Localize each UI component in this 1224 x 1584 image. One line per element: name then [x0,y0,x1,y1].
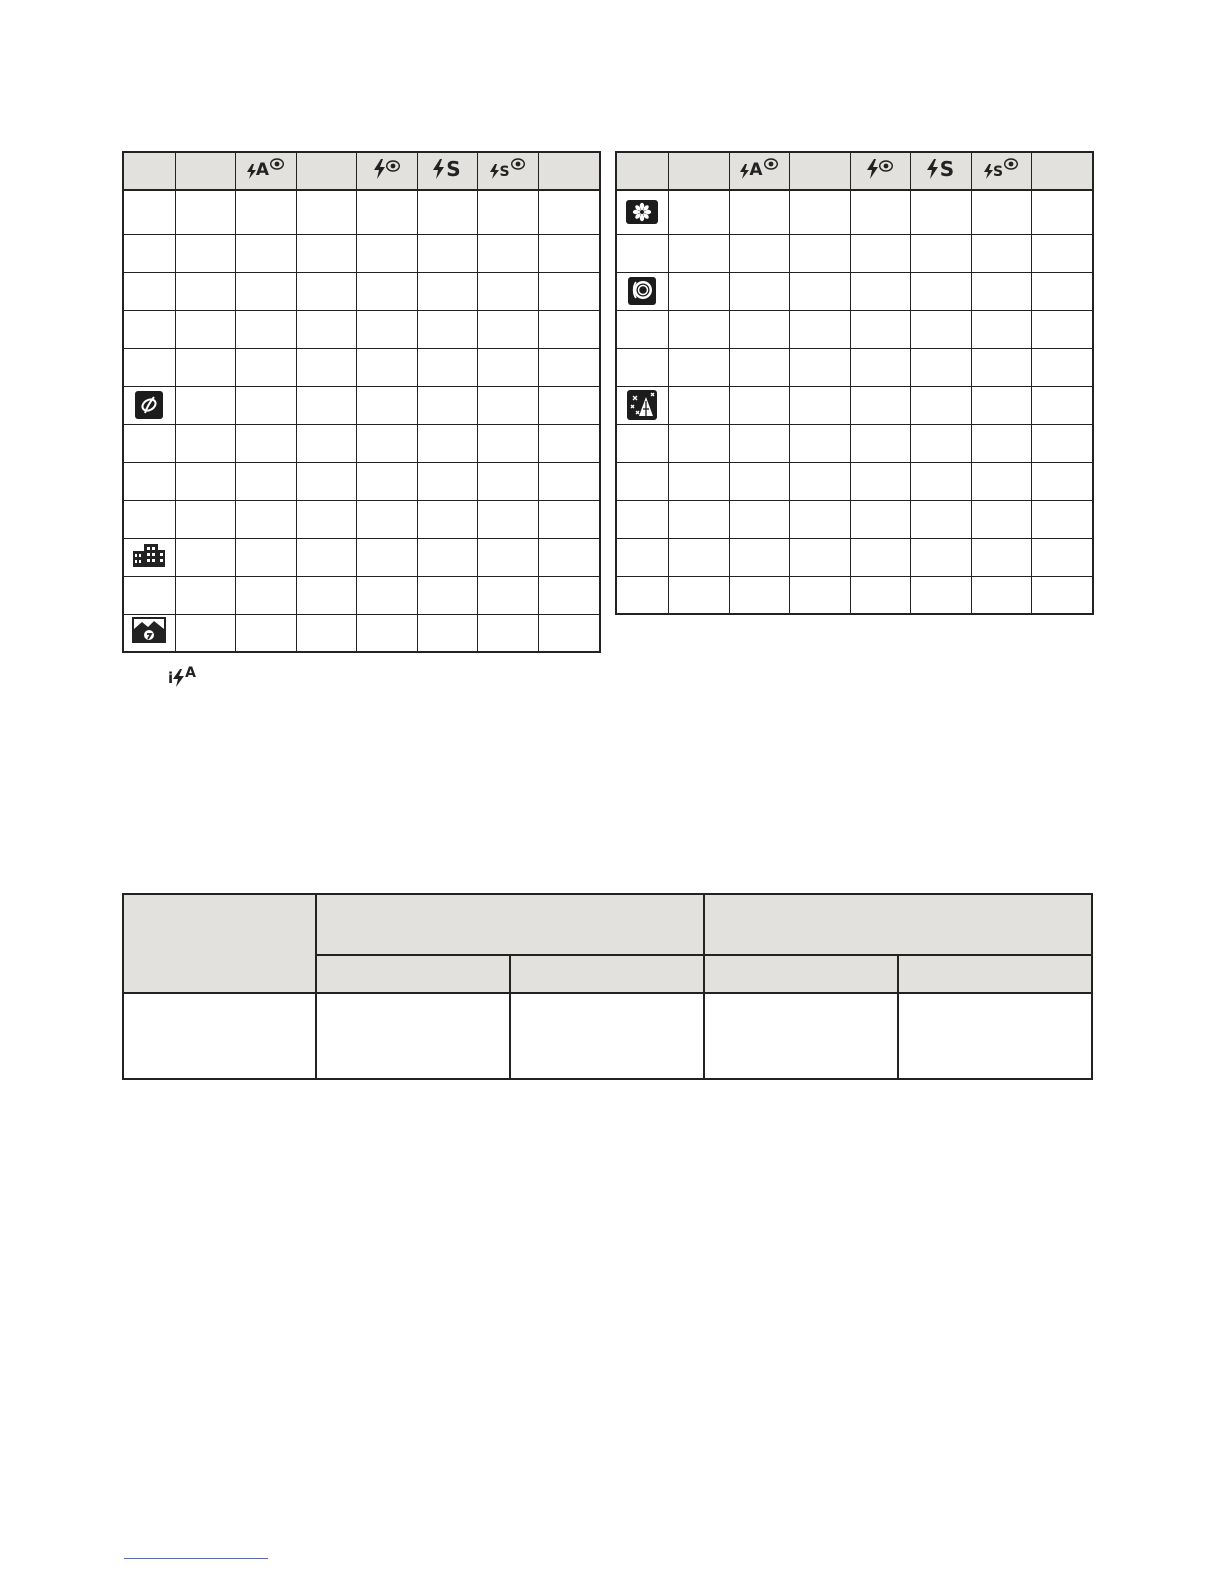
portrait-icon [628,277,656,305]
table-row [616,234,1093,272]
flash-bolt-icon [173,669,184,687]
slow-sync-red-eye-icon [490,158,524,179]
flower-macro-icon [135,391,163,419]
table-header-row [123,152,600,190]
landscape-icon [131,616,167,649]
header-letter-s-small: S [992,164,1004,180]
header-cell [356,152,417,190]
header-cell [668,152,729,190]
table-row [123,614,600,652]
header-cell [235,152,296,190]
table-row [123,538,600,576]
table-row [123,310,600,348]
table-cell [898,993,1092,1079]
header-cell [729,152,789,190]
header-cell [296,152,356,190]
header-cell [175,152,235,190]
table-row [123,462,600,500]
header-cell [417,152,477,190]
header-letter-a: A [255,160,270,180]
header-cell [477,152,538,190]
header-cell [910,152,971,190]
slow-sync-icon [927,156,955,181]
table-row [616,500,1093,538]
header-group-cell [704,894,1092,955]
header-cell [123,152,175,190]
table-row [616,272,1093,310]
table-row [123,234,600,272]
table-row [616,310,1093,348]
table-cell [704,993,898,1079]
header-letter-a: A [749,160,763,180]
table-row [123,272,600,310]
header-sub-cell [510,955,704,993]
forced-on-red-eye-icon [867,159,893,179]
table-row [123,190,600,234]
table-header-row [123,894,1092,955]
table-row [123,424,600,462]
auto-red-eye-icon [740,158,777,179]
table-row [123,348,600,386]
footnote-letter: A [185,665,196,681]
flash-mode-table-left [122,151,601,653]
table-row [123,500,600,538]
slow-sync-icon [433,156,461,181]
header-cell [538,152,600,190]
header-corner-cell [123,894,316,993]
header-letter-s: S [446,156,461,181]
building-icon [132,542,166,573]
flash-range-table [122,893,1093,1080]
table-row [616,576,1093,614]
table-row [616,386,1093,424]
forced-on-red-eye-icon [374,159,400,179]
flash-mode-table-right [615,151,1094,615]
night-scenery-icon [627,390,657,420]
table-cell [123,993,316,1079]
slow-sync-red-eye-icon [984,158,1018,179]
table-header-row [616,152,1093,190]
header-group-cell [316,894,704,955]
table-row [616,462,1093,500]
header-sub-cell [704,955,898,993]
table-cell [510,993,704,1079]
header-sub-cell [316,955,510,993]
flower-icon [626,200,658,224]
table-row [616,424,1093,462]
header-cell [789,152,850,190]
header-sub-cell [898,955,1092,993]
auto-red-eye-icon [247,158,284,179]
header-cell [850,152,910,190]
table-row [616,538,1093,576]
hyperlink-underline[interactable] [124,1558,268,1559]
footnote-prefix: i [168,669,174,687]
header-letter-s: S [939,156,955,181]
table-cell [316,993,510,1079]
header-cell [971,152,1031,190]
header-cell [616,152,668,190]
table-row [123,576,600,614]
table-row [616,348,1093,386]
header-cell [1031,152,1093,190]
table-row [123,993,1092,1079]
intelligent-auto-flash-icon [168,665,196,687]
table-row [616,190,1093,234]
header-letter-s-small: S [499,164,510,180]
table-row [123,386,600,424]
